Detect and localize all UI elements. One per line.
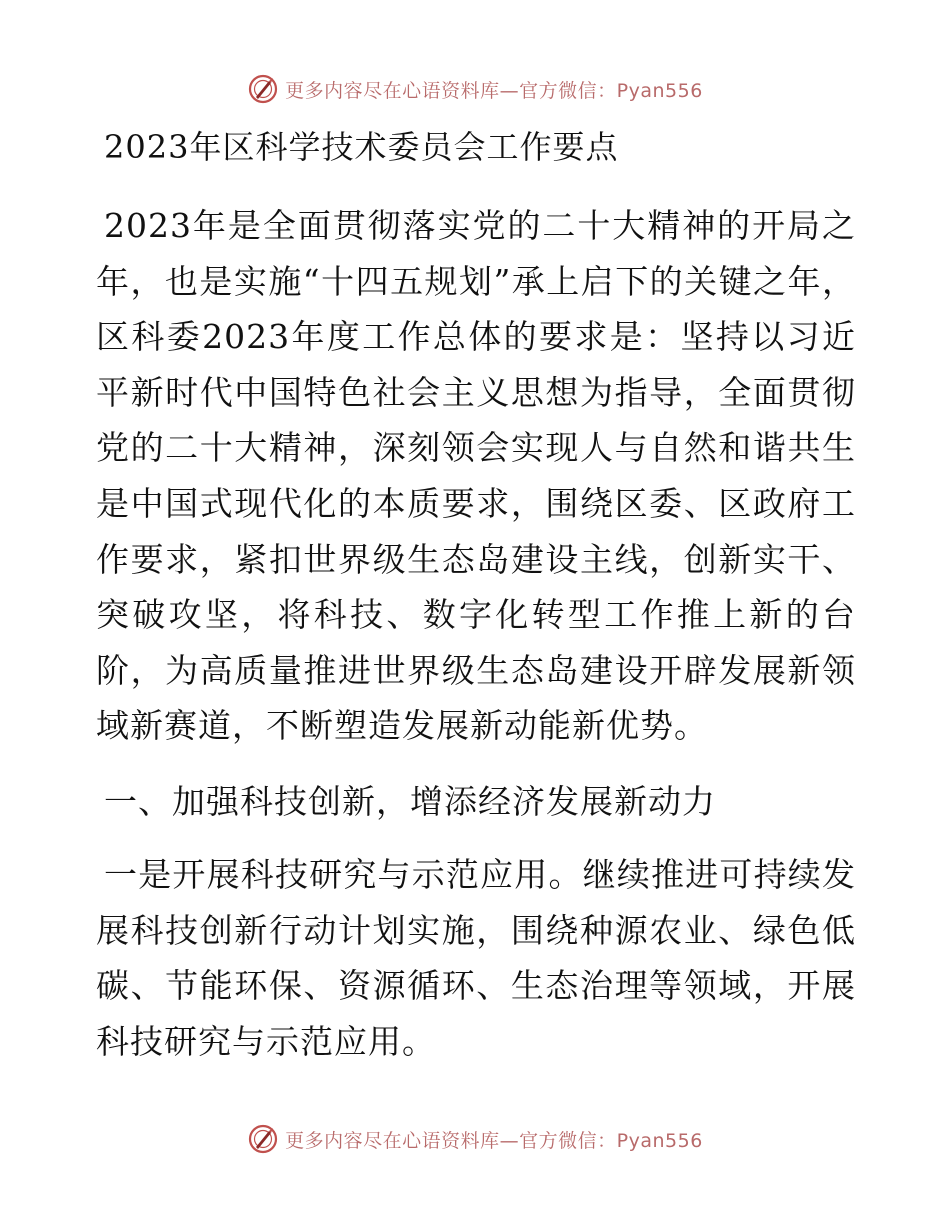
section-paragraph: 一是开展科技研究与示范应用。继续推进可持续发展科技创新行动计划实施，围绕种源农业、绿色低碳、节能环保、资源循环、生态治理等领域，开展科技研究与示范应用。 [96,854,856,1061]
watermark-text: 更多内容尽在心语资料库—官方微信：Pyan556 [285,1129,703,1152]
watermark-text: 更多内容尽在心语资料库—官方微信：Pyan556 [285,79,703,102]
section-heading: 一、加强科技创新，增添经济发展新动力 [104,781,716,821]
quill-seal-icon [247,1123,279,1155]
quill-seal-icon [247,73,279,105]
page-title: 2023年区科学技术委员会工作要点 [104,128,619,166]
intro-paragraph: 2023年是全面贯彻落实党的二十大精神的开局之年，也是实施“十四五规划”承上启下的关键之年，区科委2023年度工作总体的要求是：坚持以习近平新时代中国特色社会主义思想为指导，全面贯彻党的二十大精神，深刻领会实现人与自然和谐共生是中国式现代化的本质要求，围绕区委、区政府工作要求，紧扣世界级生态岛建设主线，创新实干、突破攻坚，将科技、数字化转型工作推上新的台阶，为高质量推进世界级生态岛建设开辟发展新领域新赛道，不断塑造发展新动能新优势。 [96,206,856,746]
watermark-footer [0,1122,950,1156]
watermark-header [0,72,950,106]
document-body [96,122,856,1089]
